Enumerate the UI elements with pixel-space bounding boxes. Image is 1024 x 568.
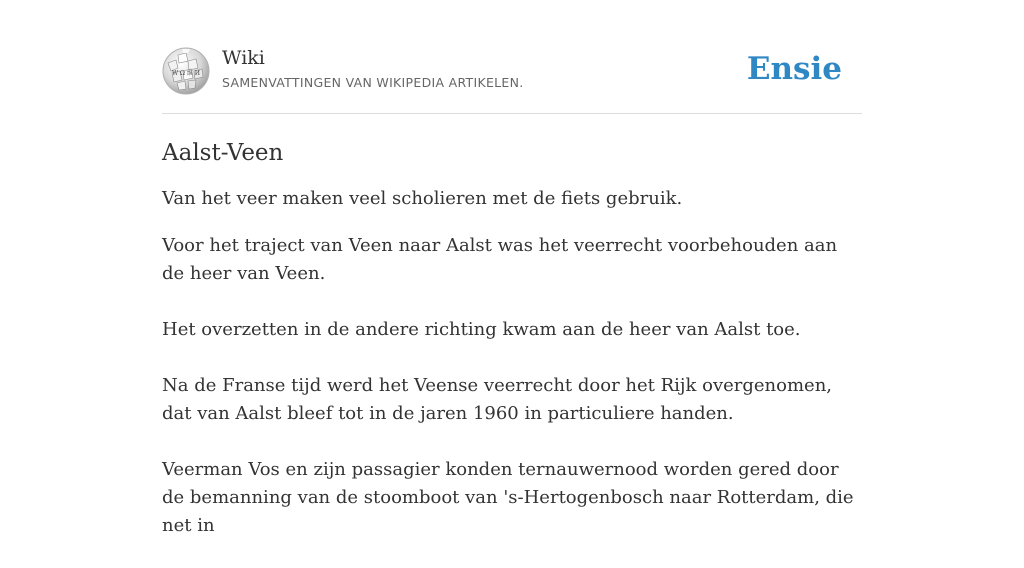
svg-text:W Ω 维 И: W Ω 维 И [171, 70, 201, 77]
site-tagline: SAMENVATTINGEN VAN WIKIPEDIA ARTIKELEN. [222, 75, 524, 90]
article-title: Aalst-Veen [162, 140, 284, 166]
article-paragraph: Voor het traject van Veen naar Aalst was het veerrecht voorbehouden aan de heer van Veen. [162, 235, 838, 284]
article-content [162, 134, 862, 568]
article-body [162, 232, 862, 540]
site-name[interactable]: Wiki [222, 47, 265, 69]
article-lead: Van het veer maken veel scholieren met de fiets gebruik. [162, 188, 683, 209]
article-paragraph: Het overzetten in de andere richting kwam aan de heer van Aalst toe. [162, 319, 801, 340]
wikipedia-globe-icon[interactable] [162, 47, 210, 95]
article-paragraph: Veerman Vos en zijn passagier konden ternauwernood worden gered door de bemanning van de stoomboot van 's-Hertogenbosch naar Rotterdam, die net in [162, 459, 854, 536]
article-paragraph: Na de Franse tijd werd het Veense veerrecht door het Rijk overgenomen, dat van Aalst bleef tot in de jaren 1960 in particuliere handen. [162, 375, 833, 424]
site-header [162, 40, 862, 114]
ensie-brand-logo[interactable]: Ensie [746, 51, 842, 87]
